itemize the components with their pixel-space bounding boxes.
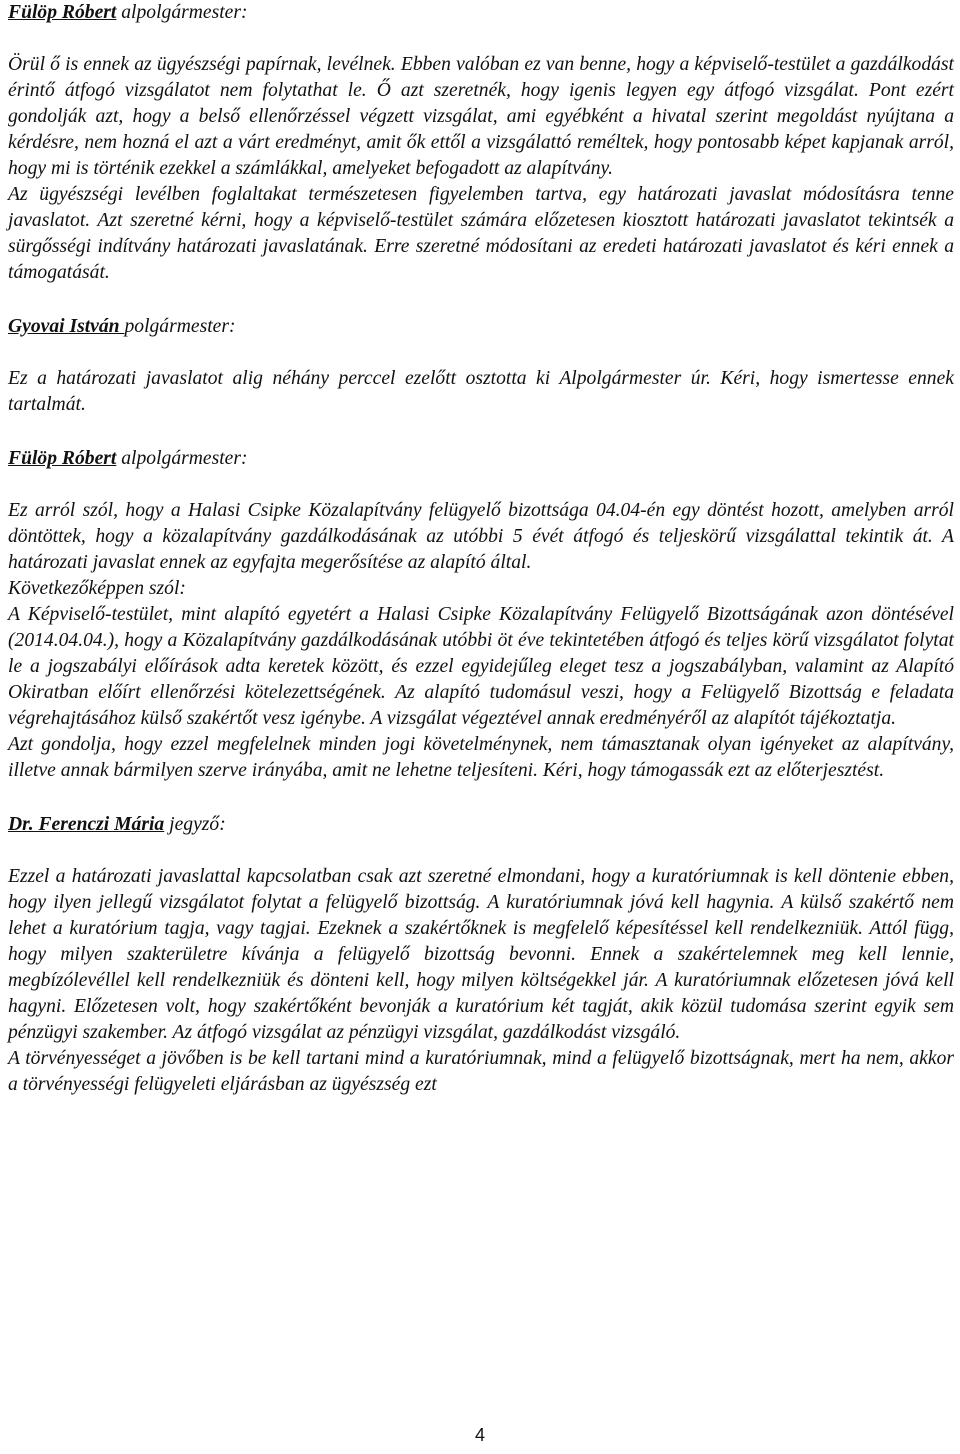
paragraph: A törvényességet a jövőben is be kell tartani mind a kuratóriumnak, mind a felügyelő bizottságnak, mert ha nem, akkor a törvényességi felügyeleti eljárásban az ügyészség ezt: [8, 1048, 954, 1095]
paragraph: Azt gondolja, hogy ezzel megfelelnek minden jogi követelménynek, nem támasztanak olyan igényeket az alapítvány, illetve annak bármilyen szerve irányába, amit ne lehetne teljesíteni. Kéri, hogy támogassák ezt az előterjesztést.: [8, 734, 954, 781]
speaker-role: alpolgármester:: [116, 2, 248, 23]
speaker-role: jegyző:: [164, 814, 226, 835]
paragraph: Ez a határozati javaslatot alig néhány perccel ezelőtt osztotta ki Alpolgármester úr. Kéri, hogy ismertesse ennek tartalmát.: [8, 368, 954, 415]
page-number: 4: [474, 1425, 485, 1445]
paragraph: Ez arról szól, hogy a Halasi Csipke Közalapítvány felügyelő bizottsága 04.04-én egy döntést hozott, amelyben arról döntöttek, hogy a közalapítvány gazdálkodásának az utóbbi 5 évét átfogó és teljeskörű vizsgálattal tekintik át. A határozati javaslat ennek az egyfajta megerősítése az alapító által.: [8, 500, 954, 573]
speaker-heading: [8, 314, 954, 340]
paragraph: Következőképpen szól:: [8, 578, 186, 599]
speaker-name: Gyovai István: [8, 316, 125, 337]
speech-section-4: [8, 812, 954, 1098]
speaker-heading: [8, 812, 954, 838]
speech-section-3: [8, 446, 954, 784]
speaker-role: polgármester:: [124, 316, 236, 337]
paragraph: Ezzel a határozati javaslattal kapcsolatban csak azt szeretné elmondani, hogy a kuratóriumnak is kell döntenie ebben, hogy ilyen jellegű vizsgálatot folytat a felügyelő bizottság. A kuratóriumnak jóvá kell hagynia. A külső szakértő nem lehet a kuratórium tagja, vagy tagjai. Ezeknek a szakértőknek is megfelelő képesítéssel kell rendelkezniük. Attól függ, hogy milyen szakterületre kívánja a felügyelő bizottság bevonni. Ennek a szakértelemnek meg kell lennie, megbízólevéllel kell rendelkezniük és dönteni kell, hogy milyen költségekkel jár. A kuratóriumnak előzetesen jóvá kell hagyni. Előzetesen volt, hogy szakértőként bevonják a kuratórium két tagját, akik közül tudomása szerint egyik sem pénzügyi szakember. Az átfogó vizsgálat az pénzügyi vizsgálat, gazdálkodást vizsgáló.: [8, 866, 954, 1043]
paragraph: A Képviselő-testület, mint alapító egyetért a Halasi Csipke Közalapítvány Felügyelő Bizottságának azon döntésével (2014.04.04.), hogy a Közalapítvány gazdálkodásának utóbbi öt éve tekintetében átfogó és teljes körű vizsgálatot folytat le a jogszabályi előírások adta keretek között, és ezzel egyidejűleg eleget tesz a jogszabályban, valamint az Alapító Okiratban előírt ellenőrzési kötelezettségének. Az alapító tudomásul veszi, hogy a Felügyelő Bizottság e feladata végrehajtásához külső szakértőt vesz igénybe. A vizsgálat végeztével annak eredményéről az alapítót tájékoztatja.: [8, 604, 954, 729]
speaker-name: Fülöp Róbert: [8, 448, 117, 469]
speaker-heading: [8, 0, 954, 26]
document-page: [8, 0, 954, 1098]
speaker-heading: [8, 446, 954, 472]
speaker-name: Fülöp Róbert: [8, 2, 117, 23]
speaker-name: Dr. Ferenczi Mária: [8, 814, 165, 835]
paragraph: Az ügyészségi levélben foglaltakat természetesen figyelemben tartva, egy határozati javaslat módosításra tenne javaslatot. Azt szeretné kérni, hogy a képviselő-testület számára előzetesen kiosztott határozati javaslatot tekintsék a sürgősségi indítvány határozati javaslatának. Erre szeretné módosítani az eredeti határozati javaslatot és kéri ennek a támogatását.: [8, 184, 954, 283]
paragraph: Örül ő is ennek az ügyészségi papírnak, levélnek. Ebben valóban ez van benne, hogy a képviselő-testület a gazdálkodást érintő átfogó vizsgálatot nem folytathat le. Ő azt szeretnék, hogy igenis legyen egy átfogó vizsgálat. Pont ezért gondolják azt, hogy a belső ellenőrzéssel végzett vizsgálat, ami egyébként a hivatal szerint megoldást nyújtana a kérdésre, nem hozná el azt a várt eredményt, amit ők ettől a vizsgálattó reméltek, hogy pontosabb képet kapjanak arról, hogy mi is történik ezekkel a számlákkal, amelyeket befogadott az alapítvány.: [8, 54, 954, 179]
speech-section-1: [8, 0, 954, 286]
speaker-role: alpolgármester:: [116, 448, 248, 469]
speech-section-2: [8, 314, 954, 418]
